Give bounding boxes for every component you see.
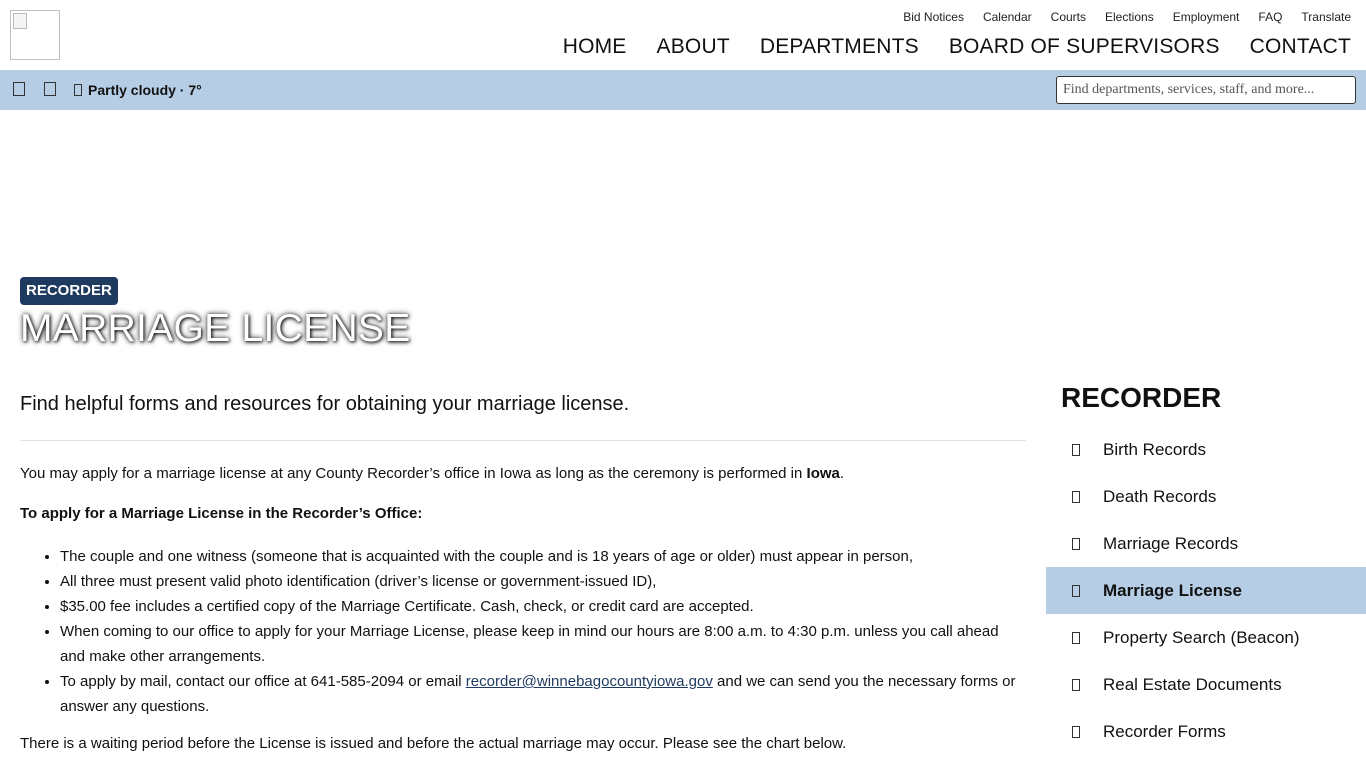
eligibility-text: You may apply for a marriage license at any County Recorder’s office in Iowa as long as the ceremony is performed in — [20, 465, 807, 482]
weather-widget — [74, 82, 202, 98]
search-input[interactable] — [1056, 76, 1356, 104]
nav-board-of-supervisors[interactable]: BOARD OF SUPERVISORS — [948, 35, 1220, 58]
sidebar-title: RECORDER — [1061, 382, 1222, 413]
sidebar-item-label: Recorder Forms — [1103, 721, 1226, 741]
sidebar-item-label: Marriage Records — [1103, 533, 1239, 553]
document-icon — [1072, 491, 1080, 503]
department-badge[interactable]: RECORDER — [20, 277, 118, 305]
nav-contact[interactable]: CONTACT — [1249, 35, 1351, 58]
facebook-icon[interactable] — [13, 82, 25, 96]
document-icon — [1072, 585, 1080, 597]
mail-text: To apply by mail, contact our office at 641-585-2094 or email — [60, 673, 466, 690]
sidebar-item-recorder-forms[interactable] — [1046, 708, 1366, 755]
sidebar-item-property-search[interactable] — [1046, 614, 1366, 661]
sidebar-item-real-estate-documents[interactable] — [1046, 661, 1366, 708]
document-icon — [1072, 679, 1080, 691]
list-item: • $35.00 fee includes a certified copy of the Marriage Certificate. Cash, check, or credit card are accepted. — [60, 594, 1026, 619]
social-icon[interactable] — [44, 82, 56, 96]
nav-about[interactable]: ABOUT — [656, 35, 730, 58]
main-content — [20, 390, 1026, 754]
document-icon — [1072, 444, 1080, 456]
list-item — [60, 669, 1026, 719]
county-logo[interactable] — [10, 10, 60, 60]
sidebar-item-marriage-license[interactable] — [1046, 567, 1366, 614]
utility-link-elections[interactable]: Elections — [1105, 10, 1154, 24]
list-item: • The couple and one witness (someone that is acquainted with the couple and is 18 years of age or older) must appear in person, — [60, 544, 1026, 569]
sidebar-item-label: Birth Records — [1103, 439, 1206, 459]
sidebar-item-label: Marriage License — [1103, 580, 1242, 600]
document-icon — [1072, 538, 1080, 550]
sidebar-item-label: Death Records — [1103, 486, 1217, 506]
eligibility-end: . — [839, 465, 845, 482]
weather-text: Partly cloudy · 7° — [88, 82, 202, 98]
document-icon — [1072, 726, 1080, 738]
sidebar-item-label: Real Estate Documents — [1103, 674, 1282, 694]
waiting-period-text: There is a waiting period before the License is issued and before the actual marriage may occur. Please see the chart below. — [20, 735, 847, 752]
site-header — [0, 0, 1366, 70]
nav-departments[interactable]: DEPARTMENTS — [759, 35, 919, 58]
list-item: • All three must present valid photo identification (driver’s license or government-issued ID), — [60, 569, 1026, 594]
nav-home[interactable]: HOME — [562, 35, 627, 58]
main-nav — [533, 35, 1351, 59]
utility-link-faq[interactable]: FAQ — [1258, 10, 1283, 24]
list-item: • When coming to our office to apply for your Marriage License, please keep in mind our hours are 8:00 a.m. to 4:30 p.m. unless you call ahead and make other arrangements. — [60, 619, 1026, 669]
apply-heading: To apply for a Marriage License in the Recorder’s Office: — [20, 505, 423, 522]
page-title: MARRIAGE LICENSE — [20, 307, 411, 350]
utility-link-employment[interactable]: Employment — [1172, 10, 1240, 24]
eligibility-paragraph — [20, 464, 1026, 484]
recorder-email-link[interactable]: recorder@winnebagocountyiowa.gov — [465, 673, 713, 690]
utility-link-translate[interactable]: Translate — [1301, 10, 1351, 24]
utility-link-bid-notices[interactable]: Bid Notices — [903, 10, 964, 24]
eligibility-state: Iowa — [806, 465, 840, 482]
sidebar-nav — [1046, 426, 1366, 755]
mail-text-end: and we can send you the necessary forms or answer any questions. — [60, 673, 1016, 715]
sidebar-item-marriage-records[interactable] — [1046, 520, 1366, 567]
sidebar-item-death-records[interactable] — [1046, 473, 1366, 520]
utility-link-courts[interactable]: Courts — [1050, 10, 1086, 24]
weather-icon — [74, 84, 82, 96]
requirements-list — [20, 544, 1026, 719]
document-icon — [1072, 632, 1080, 644]
utility-nav — [884, 10, 1351, 25]
utility-link-calendar[interactable]: Calendar — [982, 10, 1032, 24]
sidebar-item-birth-records[interactable] — [1046, 426, 1366, 473]
intro-text: Find helpful forms and resources for obtaining your marriage license. — [20, 390, 1026, 441]
sidebar-item-label: Property Search (Beacon) — [1103, 627, 1300, 647]
